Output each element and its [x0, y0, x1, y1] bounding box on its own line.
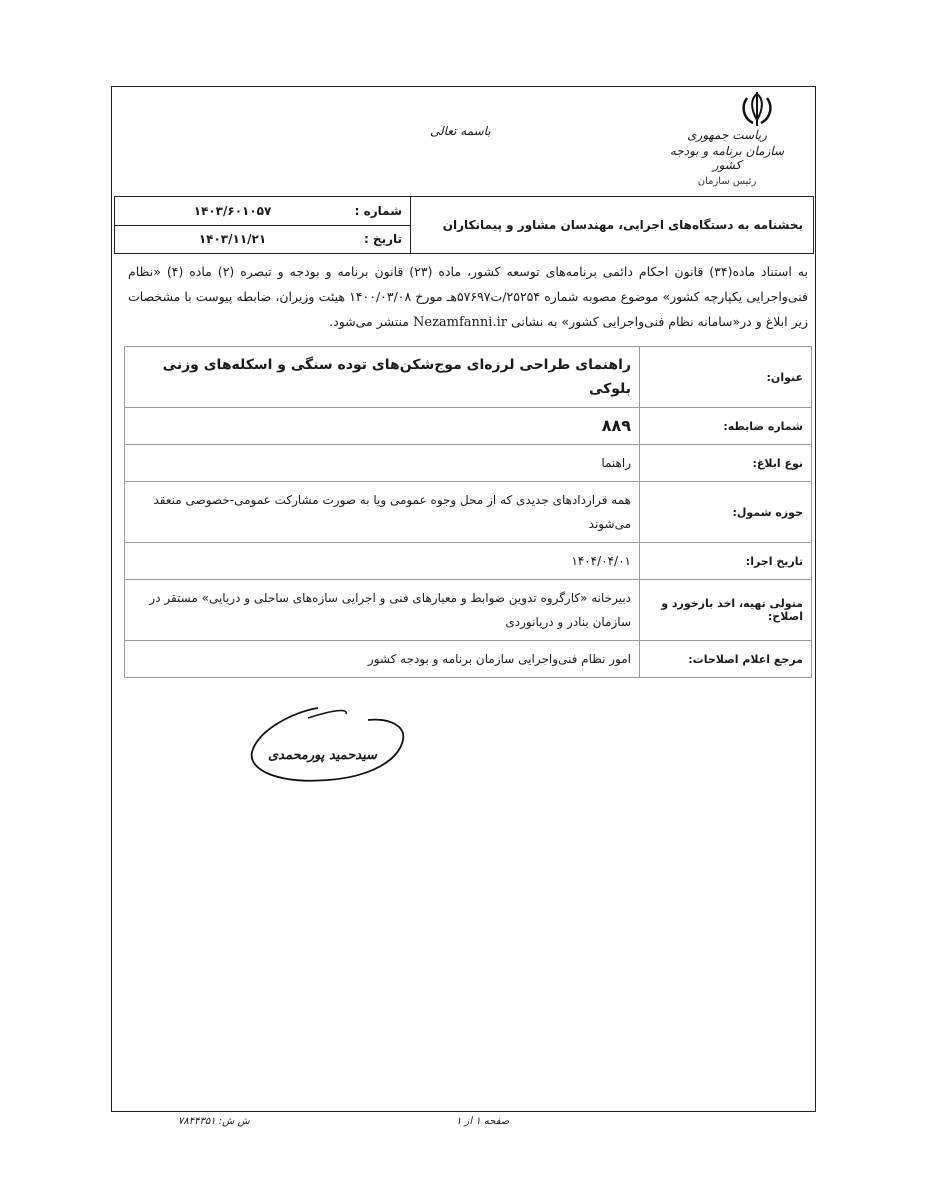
- date-value: ۱۴۰۳/۱۱/۲۱: [198, 232, 267, 247]
- reference-number-row: [115, 197, 410, 225]
- intro-text-part1: به استناد ماده(۳۴) قانون احکام دائمی برنامه‌های توسعه کشور، ماده (۲۳) قانون برنامه و بودجه و تبصره (۲) ماده (۴) «نظام فنی‌واجرایی یکپارچه کشور» موضوع مصوبه شماره ۲۵۲۵۴/ت۵۷۶۹۷هـ مورخ ۱۴۰۰/۰۳/۰۸ هیئت وزیران، ضابطه پیوست با مشخصات زیر ابلاغ و در«سامانه نظام فنی‌واجرایی کشور» به نشانی: [128, 264, 808, 329]
- reference-fields: [115, 197, 411, 253]
- signature-mark: [248, 700, 418, 790]
- custodian-label: متولی تهیه، اخذ بازخورد و اصلاح:: [640, 580, 812, 641]
- scope-value: همه قراردادهای جدیدی که از محل وجوه عمومی و‌یا به صورت مشارکت عمومی-خصوصی منعقد می‌شوند: [125, 482, 640, 543]
- org-line-head: رئیس سازمان: [697, 176, 757, 187]
- effective-date-value: ۱۴۰۴/۰۴/۰۱: [125, 543, 640, 580]
- organization-block: [667, 128, 787, 187]
- reference-date-row: [115, 225, 410, 254]
- footer-page-number: صفحه ۱ از ۱: [456, 1116, 510, 1127]
- effective-date-label: تاریخ اجرا:: [640, 543, 812, 580]
- custodian-value: دبیرخانه «کارگروه تدوین ضوابط و معیارهای فنی و اجرایی سازه‌های ساحلی و دریایی» مستقر در سازمان بنادر و دریانوردی: [125, 580, 640, 641]
- intro-paragraph: [128, 259, 808, 335]
- standard-number-value: ۸۸۹: [125, 408, 640, 445]
- org-line-organization: سازمان برنامه و بودجه کشور: [669, 144, 785, 172]
- reference-box: [114, 196, 814, 254]
- corrections-ref-label: مرجع اعلام اصلاحات:: [640, 641, 812, 678]
- table-row: [125, 543, 812, 580]
- table-row: [125, 408, 812, 445]
- notice-type-label: نوع ابلاغ:: [640, 445, 812, 482]
- table-row: [125, 445, 812, 482]
- table-row: [125, 580, 812, 641]
- org-line-presidency: ریاست جمهوری: [687, 128, 767, 142]
- standard-number-label: شماره ضابطه:: [640, 408, 812, 445]
- signatory-name: سیدحمید پورمحمدی: [268, 748, 377, 763]
- footer-code: ش ش: ۷۸۴۴۳۵۱: [178, 1116, 250, 1127]
- scope-label: حوزه شمول:: [640, 482, 812, 543]
- number-label: شماره :: [354, 203, 402, 218]
- title-value: راهنمای طراحی لرزه‌ای موج‌شکن‌های توده سنگی و اسکله‌های وزنی بلوکی: [125, 347, 640, 408]
- table-row: [125, 347, 812, 408]
- notice-type-value: راهنما: [125, 445, 640, 482]
- website-link[interactable]: Nezamfanni.ir: [413, 315, 507, 330]
- table-row: [125, 482, 812, 543]
- title-label: عنوان:: [640, 347, 812, 408]
- table-row: [125, 641, 812, 678]
- intro-text-part2: منتشر می‌شود.: [329, 314, 410, 329]
- recipients: بخشنامه به دستگاه‌های اجرایی، مهندسان مشاور و پیمانکاران: [442, 218, 803, 232]
- date-label: تاریخ :: [363, 232, 402, 247]
- invocation: باسمه تعالی: [430, 124, 491, 138]
- corrections-ref-value: امور نظام فنی‌واجرایی سازمان برنامه و بودجه کشور: [125, 641, 640, 678]
- emblem-icon: [737, 90, 777, 128]
- standard-info-table: [124, 346, 812, 678]
- number-value: ۱۴۰۳/۶۰۱۰۵۷: [193, 203, 272, 218]
